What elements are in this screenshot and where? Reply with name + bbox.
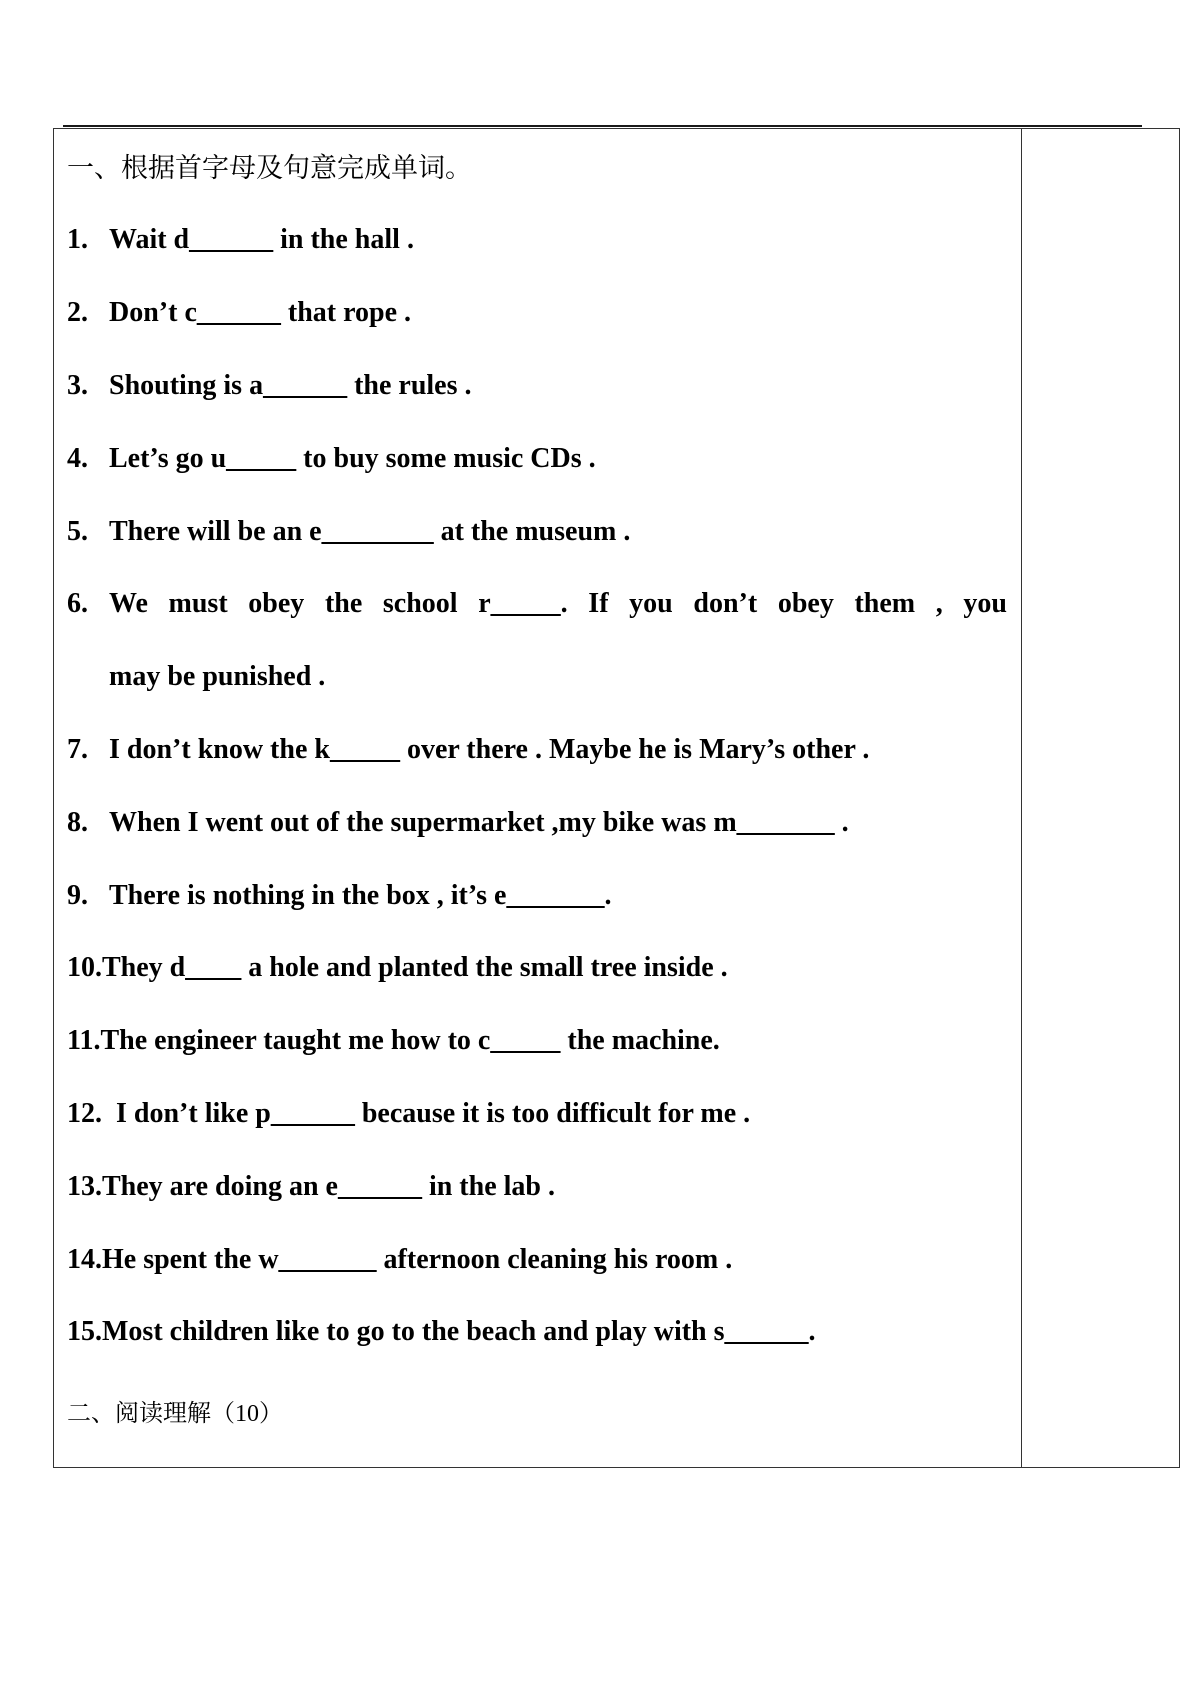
question-number: 15. xyxy=(67,1316,102,1348)
exercise-section-1 xyxy=(67,132,1007,1370)
question-text: Most children like to go to the beach and play with s______. xyxy=(102,1316,816,1348)
question-10 xyxy=(67,932,1007,1005)
header-rule xyxy=(63,125,1142,127)
question-9 xyxy=(67,860,1007,933)
question-12 xyxy=(67,1078,1007,1151)
question-text: The engineer taught me how to c_____ the machine. xyxy=(100,1025,720,1057)
question-11 xyxy=(67,1005,1007,1078)
question-number: 2. xyxy=(67,297,88,329)
question-text: Shouting is a______ the rules . xyxy=(109,369,472,401)
question-text: Wait d______ in the hall . xyxy=(109,224,414,256)
question-8 xyxy=(67,787,1007,860)
question-2 xyxy=(67,277,1007,350)
question-text: There will be an e________ at the museum . xyxy=(109,515,631,547)
question-14 xyxy=(67,1224,1007,1297)
question-number: 6. xyxy=(67,588,88,620)
question-text: Let’s go u_____ to buy some music CDs . xyxy=(109,442,596,474)
question-number: 7. xyxy=(67,733,88,765)
question-number: 10. xyxy=(67,952,102,984)
section-1-title: 一、根据首字母及句意完成单词。 xyxy=(67,152,472,183)
question-text: Don’t c______ that rope . xyxy=(109,297,412,329)
question-15 xyxy=(67,1296,1007,1369)
question-7 xyxy=(67,714,1007,787)
question-6-continuation xyxy=(67,641,1007,714)
question-number: 12. xyxy=(67,1097,102,1129)
question-number: 4. xyxy=(67,442,88,474)
question-text: I don’t know the k_____ over there . Maybe he is Mary’s other . xyxy=(109,733,870,765)
question-text-line-1: We must obey the school r_____. If you don’t obey them , you xyxy=(109,588,1007,620)
question-4 xyxy=(67,423,1007,496)
question-number: 11. xyxy=(67,1025,101,1057)
question-number: 8. xyxy=(67,806,88,838)
question-text: I don’t like p______ because it is too difficult for me . xyxy=(102,1097,751,1129)
question-text: He spent the w_______ afternoon cleaning his room . xyxy=(102,1243,733,1275)
question-text: When I went out of the supermarket ,my bike was m_______ . xyxy=(109,806,849,838)
question-3 xyxy=(67,350,1007,423)
question-1 xyxy=(67,204,1007,277)
question-text-line-2: may be punished . xyxy=(109,661,326,693)
question-number: 5. xyxy=(67,515,88,547)
question-6 xyxy=(67,568,1007,641)
question-number: 14. xyxy=(67,1243,102,1275)
question-number: 13. xyxy=(67,1170,102,1202)
column-divider xyxy=(1021,129,1022,1467)
question-number: 1. xyxy=(67,224,88,256)
question-number: 3. xyxy=(67,369,88,401)
question-5 xyxy=(67,496,1007,569)
question-13 xyxy=(67,1151,1007,1224)
question-text: They are doing an e______ in the lab . xyxy=(102,1170,555,1202)
question-text: They d____ a hole and planted the small tree inside . xyxy=(102,952,728,984)
question-text: There is nothing in the box , it’s e_______. xyxy=(109,879,612,911)
question-number: 9. xyxy=(67,879,88,911)
section-2-title: 二、阅读理解（10） xyxy=(67,1401,283,1427)
